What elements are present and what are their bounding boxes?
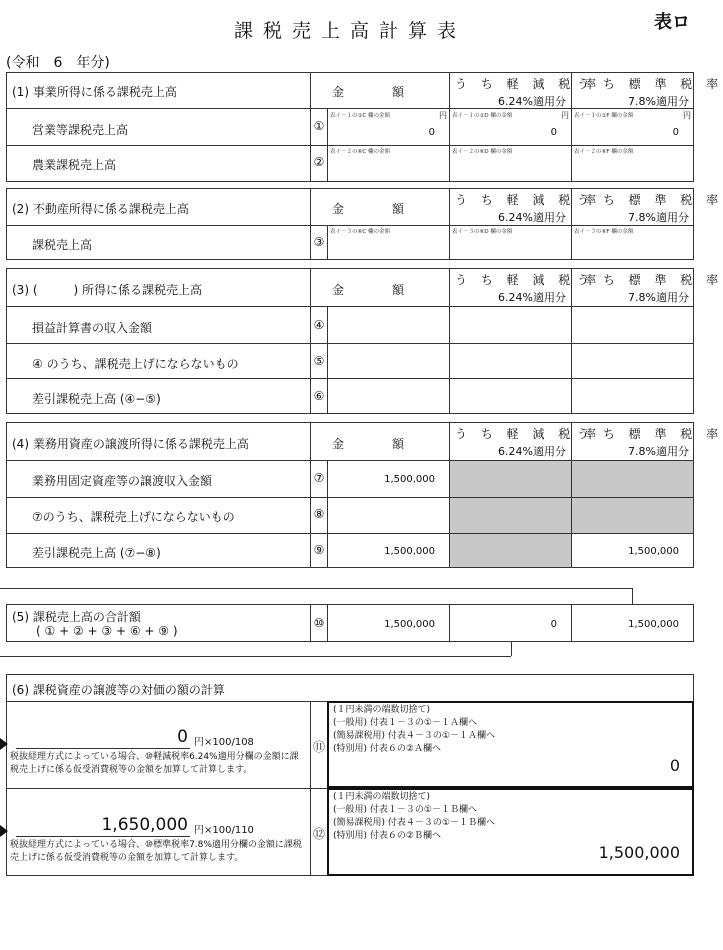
section-6-title: (6) 課税資産の譲渡等の対価の額の計算 bbox=[12, 683, 225, 697]
bracket-line bbox=[511, 641, 512, 656]
header-reduced-rate: 6.24%適用分 bbox=[498, 95, 566, 108]
section-1-title: (1) 事業所得に係る課税売上高 bbox=[12, 85, 177, 99]
section-5-formula: ( ① + ② + ③ + ⑥ + ⑨ ) bbox=[36, 624, 178, 638]
cell-standard[interactable]: 0 bbox=[672, 127, 679, 138]
dest-line: (１円未満の端数切捨て) bbox=[333, 792, 431, 802]
row-number: ⑤ bbox=[313, 354, 325, 368]
dest-line: (簡易課税用) 付表４－３の①－１Ａ欄へ bbox=[333, 731, 495, 741]
row-number: ⑫ bbox=[312, 827, 325, 841]
result-value[interactable]: 1,500,000 bbox=[598, 843, 680, 862]
bracket-line bbox=[0, 656, 511, 657]
header-standard: う ち 標 準 税 率 bbox=[577, 427, 723, 441]
section-2-title: (2) 不動産所得に係る課税売上高 bbox=[12, 202, 189, 216]
header-amount: 金 額 bbox=[332, 437, 405, 451]
row-number: ④ bbox=[313, 318, 325, 332]
section-3-title: (3) ( ) 所得に係る課税売上高 bbox=[12, 283, 202, 297]
yen-unit: 円 bbox=[561, 111, 569, 120]
header-amount: 金 額 bbox=[332, 202, 405, 216]
result-value[interactable]: 0 bbox=[669, 756, 680, 775]
row-label: 差引課税売上高 (⑦−⑧) bbox=[32, 546, 161, 560]
cell-standard[interactable]: 1,500,000 bbox=[628, 546, 679, 557]
ref-text: 表イ－３の⑥D 欄の金額 bbox=[452, 229, 513, 235]
header-standard: う ち 標 準 税 率 bbox=[577, 193, 723, 207]
dest-line: (一般用) 付表１－３の①－１Ｂ欄へ bbox=[333, 805, 477, 815]
row-number: ① bbox=[313, 119, 325, 133]
header-reduced: う ち 軽 減 税 率 bbox=[455, 193, 602, 207]
row-label: ④ のうち、課税売上げにならないもの bbox=[32, 357, 239, 371]
row-label: 差引課税売上高 (④−⑤) bbox=[32, 392, 161, 406]
header-reduced: う ち 軽 減 税 率 bbox=[455, 427, 602, 441]
header-standard-rate: 7.8%適用分 bbox=[628, 95, 689, 108]
ref-text: 表イ－２の⑥C 欄の金額 bbox=[330, 149, 391, 155]
row-number: ⑩ bbox=[313, 616, 325, 630]
amount-underline bbox=[16, 748, 190, 749]
header-amount: 金 額 bbox=[332, 283, 405, 297]
yen-unit: 円 bbox=[683, 111, 691, 120]
amount-underline bbox=[16, 836, 190, 837]
row-number: ⑪ bbox=[312, 740, 325, 754]
row-number: ⑦ bbox=[313, 471, 325, 485]
header-amount: 金 額 bbox=[332, 85, 405, 99]
rate-text: 円×100/110 bbox=[194, 825, 254, 836]
note-text: 税抜経理方式によっている場合、⑩標準税率7.8%適用分欄の金額に課税売上げに係る仮受消費税等の金額を加算して計算します。 bbox=[10, 840, 302, 863]
header-reduced-rate: 6.24%適用分 bbox=[498, 291, 566, 304]
header-reduced-rate: 6.24%適用分 bbox=[498, 211, 566, 224]
form-title: 課税売上高計算表 bbox=[233, 20, 466, 42]
row-label: 損益計算書の収入金額 bbox=[32, 321, 153, 335]
arrow-right-icon bbox=[0, 825, 8, 837]
dest-line: (特別用) 付表６の②Ｂ欄へ bbox=[333, 831, 441, 841]
row-number: ② bbox=[313, 155, 325, 169]
yen-unit: 円 bbox=[439, 111, 447, 120]
ref-text: 表イ－３の⑥F 欄の金額 bbox=[574, 229, 634, 235]
header-standard-rate: 7.8%適用分 bbox=[628, 291, 689, 304]
cell-amount[interactable]: 0 bbox=[428, 127, 435, 138]
row-number: ⑨ bbox=[313, 543, 325, 557]
form-tag: 表ロ bbox=[654, 12, 690, 33]
era-year: (令和 6 年分) bbox=[6, 55, 110, 71]
header-standard: う ち 標 準 税 率 bbox=[577, 77, 723, 91]
section-4-title: (4) 業務用資産の譲渡所得に係る課税売上高 bbox=[12, 437, 249, 451]
dest-line: (１円未満の端数切捨て) bbox=[333, 705, 431, 715]
bracket-line bbox=[0, 588, 632, 589]
row-label: 課税売上高 bbox=[32, 238, 93, 252]
cell-reduced[interactable]: 0 bbox=[550, 619, 557, 630]
cell-amount[interactable]: 1,500,000 bbox=[384, 474, 435, 485]
note-text: 税抜経理方式によっている場合、⑩軽減税率6.24%適用分欄の金額に課税売上げに係る仮受消費税等の金額を加算して計算します。 bbox=[10, 752, 299, 775]
dest-line: (簡易課税用) 付表４－３の①－１Ｂ欄へ bbox=[333, 818, 495, 828]
header-reduced-rate: 6.24%適用分 bbox=[498, 445, 566, 458]
rate-text: 円×100/108 bbox=[194, 737, 254, 748]
ref-text: 表イ－２の⑥D 欄の金額 bbox=[452, 149, 513, 155]
row-number: ⑥ bbox=[313, 389, 325, 403]
row-number: ③ bbox=[313, 235, 325, 249]
cell-standard[interactable]: 1,500,000 bbox=[628, 619, 679, 630]
dest-line: (一般用) 付表１－３の①－１Ａ欄へ bbox=[333, 718, 477, 728]
dest-line: (特別用) 付表６の②Ａ欄へ bbox=[333, 744, 441, 754]
header-standard: う ち 標 準 税 率 bbox=[577, 273, 723, 287]
cell-amount[interactable]: 1,500,000 bbox=[384, 619, 435, 630]
ref-text: 表イ－１の①C 欄の金額 bbox=[330, 113, 391, 119]
row-label: 業務用固定資産等の譲渡収入金額 bbox=[32, 474, 213, 488]
header-standard-rate: 7.8%適用分 bbox=[628, 445, 689, 458]
cell-amount[interactable]: 1,500,000 bbox=[384, 546, 435, 557]
row-number: ⑧ bbox=[313, 507, 325, 521]
row-label: 農業課税売上高 bbox=[32, 158, 117, 172]
header-reduced: う ち 軽 減 税 率 bbox=[455, 77, 602, 91]
header-reduced: う ち 軽 減 税 率 bbox=[455, 273, 602, 287]
bracket-line bbox=[632, 588, 633, 604]
row-label: ⑦のうち、課税売上げにならないもの bbox=[32, 510, 235, 524]
row-label: 営業等課税売上高 bbox=[32, 123, 129, 137]
ref-text: 表イ－２の⑥F 欄の金額 bbox=[574, 149, 634, 155]
arrow-right-icon bbox=[0, 738, 8, 750]
cell-reduced[interactable]: 0 bbox=[550, 127, 557, 138]
ref-text: 表イ－１の①D 欄の金額 bbox=[452, 113, 513, 119]
calc-amount[interactable]: 0 bbox=[177, 727, 188, 747]
ref-text: 表イ－３の⑥C 欄の金額 bbox=[330, 229, 391, 235]
calc-amount[interactable]: 1,650,000 bbox=[101, 815, 188, 835]
header-standard-rate: 7.8%適用分 bbox=[628, 211, 689, 224]
section-5-title: (5) 課税売上高の合計額 bbox=[12, 610, 141, 624]
ref-text: 表イ－１の①F 欄の金額 bbox=[574, 113, 634, 119]
